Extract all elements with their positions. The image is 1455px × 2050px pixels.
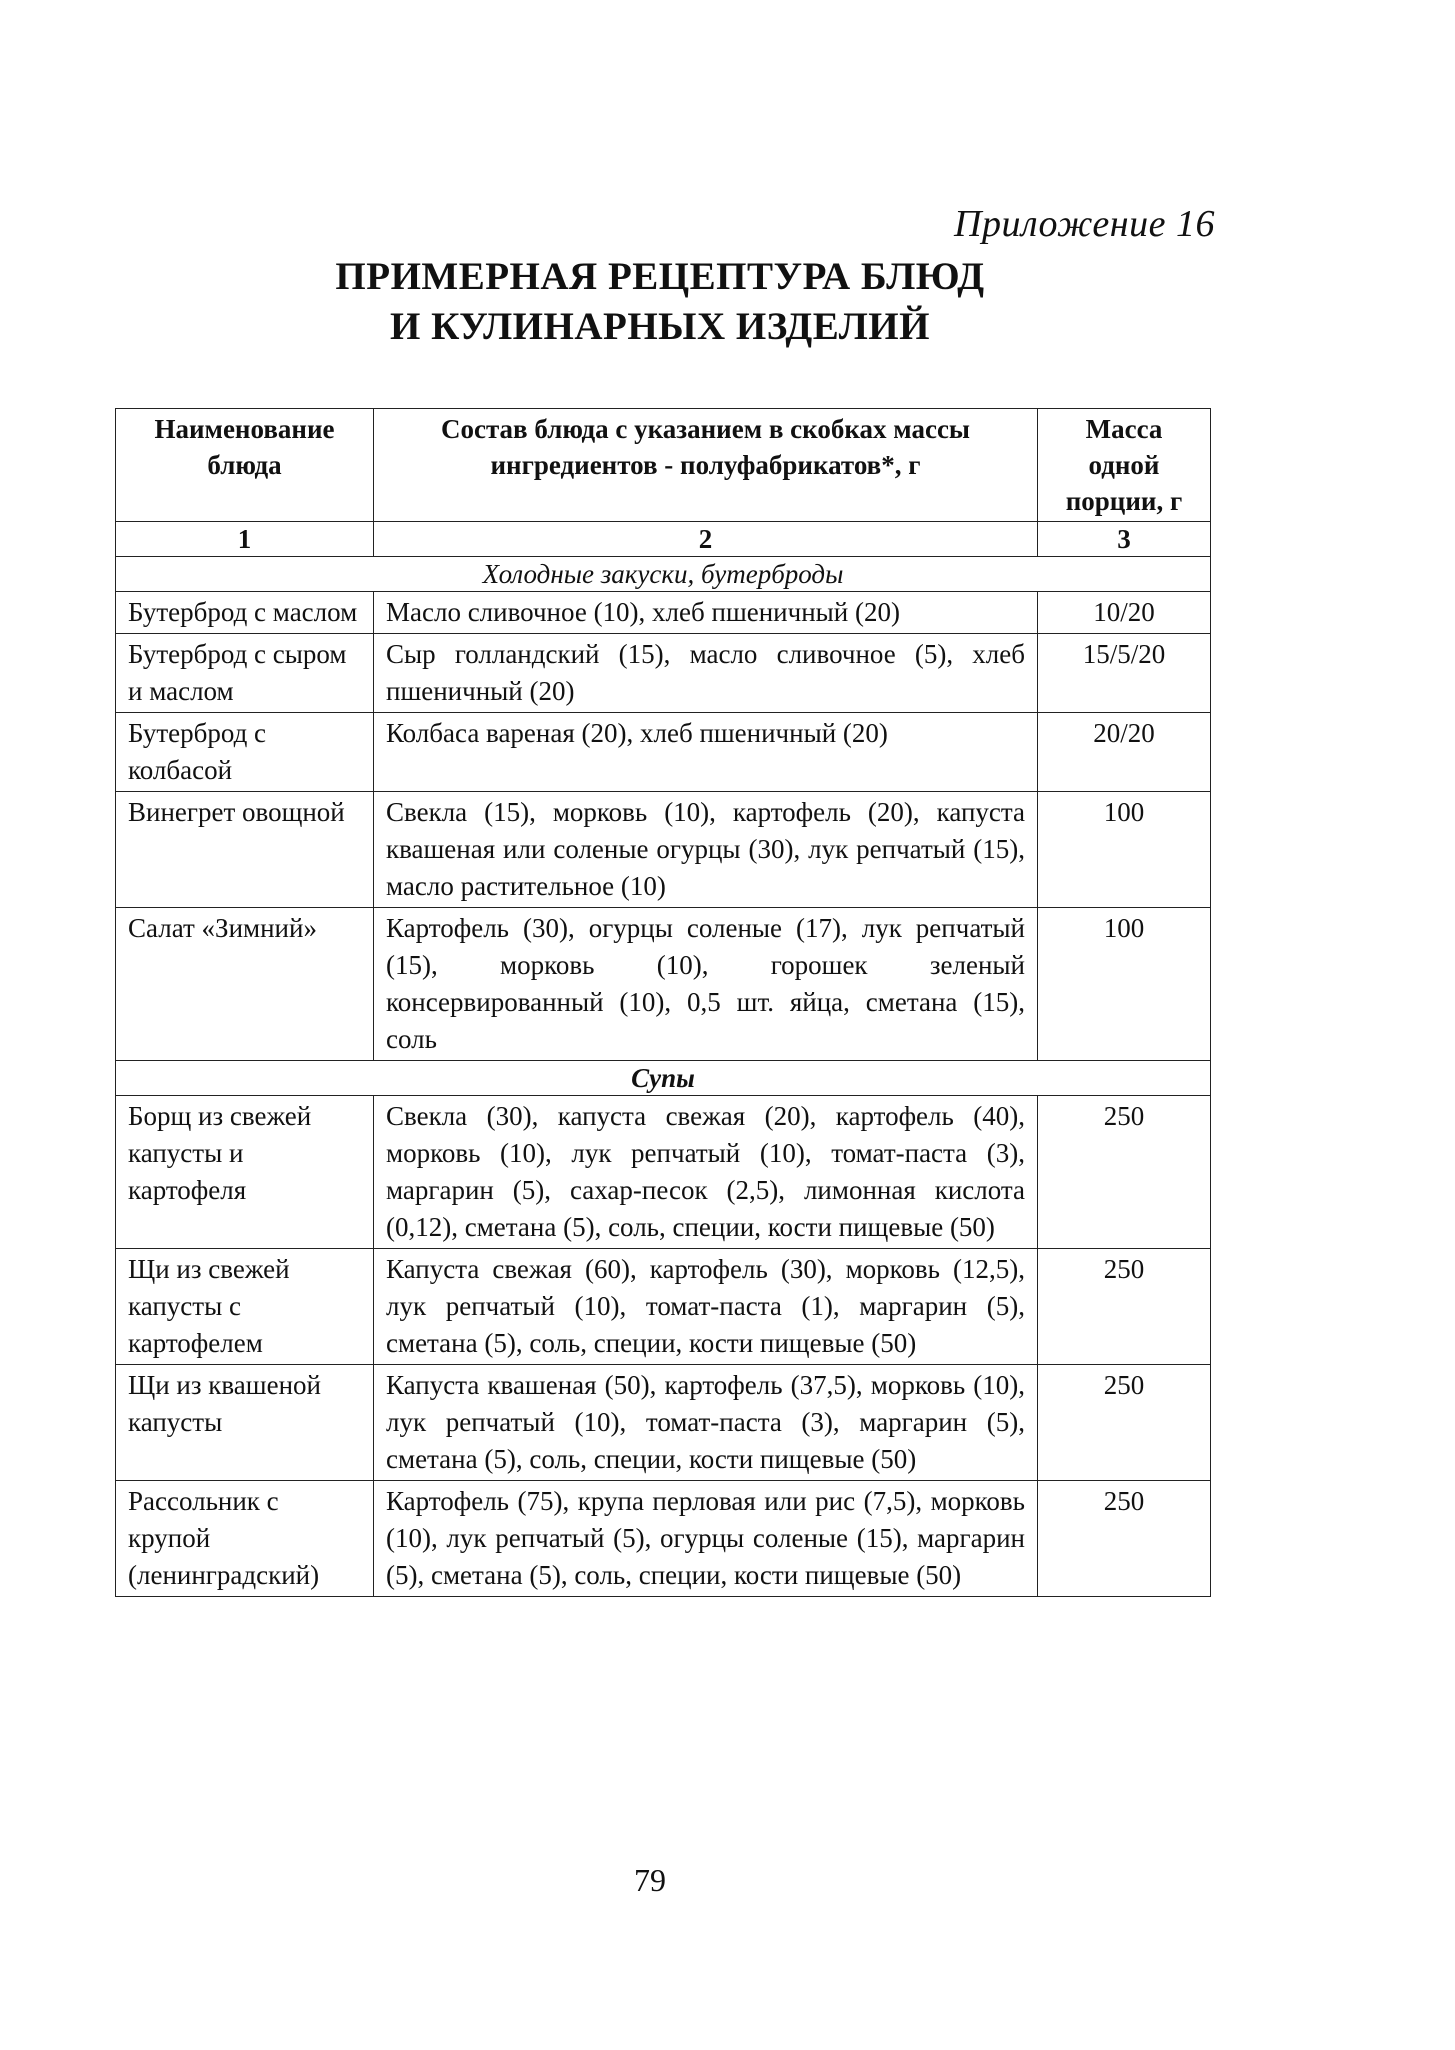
section-row-cold-appetizers <box>116 557 1211 592</box>
table-row <box>116 713 1211 792</box>
dish-composition: Картофель (30), огурцы соленые (17), лук репчатый (15), морковь (10), горошек зеленый консервированный (10), 0,5 шт. яйца, сметана (15), соль <box>374 908 1038 1061</box>
dish-composition: Сыр голландский (15), масло сливочное (5), хлеб пшеничный (20) <box>374 634 1038 713</box>
dish-mass: 20/20 <box>1038 713 1211 792</box>
column-number: 3 <box>1038 522 1211 557</box>
recipe-table <box>115 408 1211 1597</box>
dish-name: Бутерброд с колбасой <box>116 713 374 792</box>
dish-mass: 250 <box>1038 1365 1211 1481</box>
column-number: 2 <box>374 522 1038 557</box>
dish-mass: 250 <box>1038 1249 1211 1365</box>
dish-mass: 10/20 <box>1038 592 1211 634</box>
dish-composition: Свекла (30), капуста свежая (20), картофель (40), морковь (10), лук репчатый (10), томат-паста (3), маргарин (5), сахар-песок (2,5), лимонная кислота (0,12), сметана (5), соль, специи, кости пищевые (50) <box>374 1096 1038 1249</box>
header-composition: Состав блюда с указанием в скобках массы ингредиентов - полуфабрикатов*, г <box>374 409 1038 522</box>
title-line-1: ПРИМЕРНАЯ РЕЦЕПТУРА БЛЮД <box>335 255 985 298</box>
table-row <box>116 1096 1211 1249</box>
column-numbers-row <box>116 522 1211 557</box>
table-row <box>116 1249 1211 1365</box>
header-portion-mass: Масса одной порции, г <box>1038 409 1211 522</box>
dish-composition: Свекла (15), морковь (10), картофель (20), капуста квашеная или соленые огурцы (30), лук репчатый (15), масло растительное (10) <box>374 792 1038 908</box>
dish-composition: Капуста квашеная (50), картофель (37,5), морковь (10), лук репчатый (10), томат-паста (3), маргарин (5), сметана (5), соль, специи, кости пищевые (50) <box>374 1365 1038 1481</box>
table-row <box>116 592 1211 634</box>
section-row-soups <box>116 1061 1211 1096</box>
title-line-2: И КУЛИНАРНЫХ ИЗДЕЛИЙ <box>390 305 930 348</box>
dish-composition: Масло сливочное (10), хлеб пшеничный (20) <box>374 592 1038 634</box>
table-row <box>116 908 1211 1061</box>
dish-mass: 100 <box>1038 792 1211 908</box>
dish-composition: Капуста свежая (60), картофель (30), морковь (12,5), лук репчатый (10), томат-паста (1), маргарин (5), сметана (5), соль, специи, кости пищевые (50) <box>374 1249 1038 1365</box>
dish-name: Щи из квашеной капусты <box>116 1365 374 1481</box>
dish-name: Рассольник с крупой (ленинградский) <box>116 1481 374 1597</box>
dish-name: Бутерброд с сыром и маслом <box>116 634 374 713</box>
appendix-label: Приложение 16 <box>954 203 1215 245</box>
dish-mass: 250 <box>1038 1481 1211 1597</box>
table-row <box>116 792 1211 908</box>
table-row <box>116 1365 1211 1481</box>
dish-name: Щи из свежей капусты с картофелем <box>116 1249 374 1365</box>
column-number: 1 <box>116 522 374 557</box>
section-title: Супы <box>116 1061 1211 1096</box>
page-title <box>300 252 1020 352</box>
dish-composition: Колбаса вареная (20), хлеб пшеничный (20) <box>374 713 1038 792</box>
dish-mass: 100 <box>1038 908 1211 1061</box>
dish-mass: 250 <box>1038 1096 1211 1249</box>
table-row <box>116 1481 1211 1597</box>
page-number: 79 <box>634 1862 666 1898</box>
dish-name: Винегрет овощной <box>116 792 374 908</box>
dish-name: Бутерброд с маслом <box>116 592 374 634</box>
dish-name: Борщ из свежей капусты и картофеля <box>116 1096 374 1249</box>
dish-name: Салат «Зимний» <box>116 908 374 1061</box>
dish-mass: 15/5/20 <box>1038 634 1211 713</box>
header-dish-name: Наименование блюда <box>116 409 374 522</box>
section-title: Холодные закуски, бутерброды <box>116 557 1211 592</box>
dish-composition: Картофель (75), крупа перловая или рис (7,5), морковь (10), лук репчатый (5), огурцы соленые (15), маргарин (5), сметана (5), соль, специи, кости пищевые (50) <box>374 1481 1038 1597</box>
table-row <box>116 634 1211 713</box>
header-row <box>116 409 1211 522</box>
